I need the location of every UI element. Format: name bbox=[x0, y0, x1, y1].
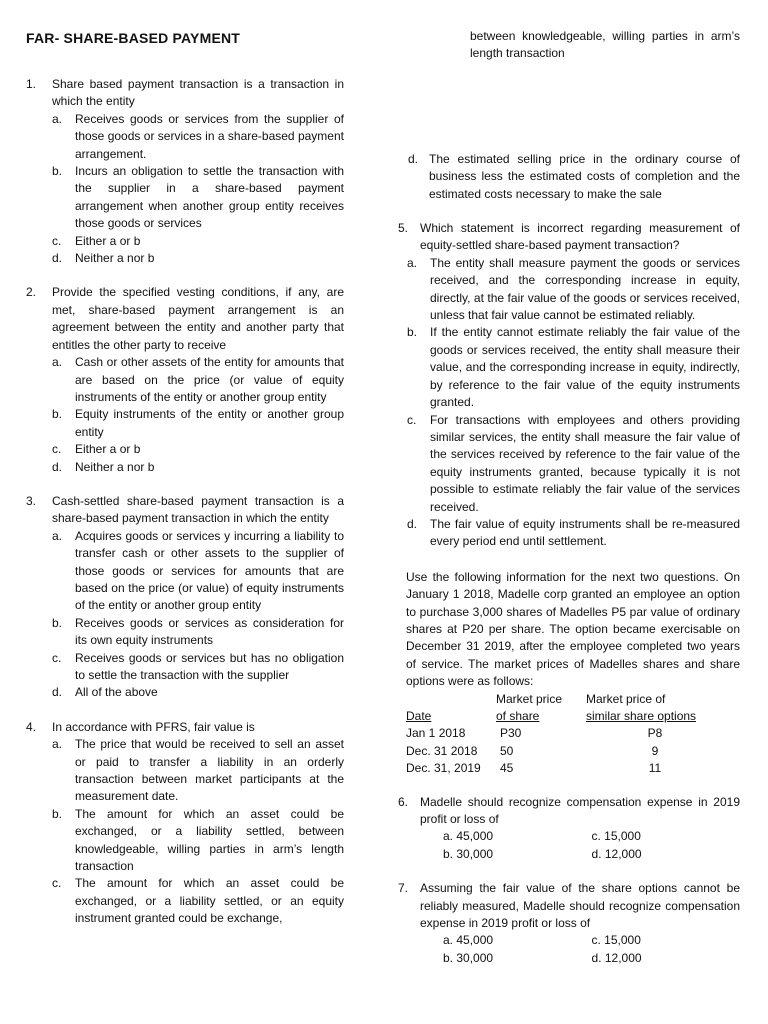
question-text: Share based payment transaction is a transaction in which the entity bbox=[52, 77, 344, 109]
table-header-row: Market price Market price of bbox=[496, 691, 666, 706]
question-text: Madelle should recognize compensation expense in 2019 profit or loss of bbox=[420, 794, 740, 827]
question-4 bbox=[26, 719, 344, 928]
question-number: 2. bbox=[26, 285, 37, 300]
question-text: Which statement is incorrect regarding measurement of equity-settled share-based payment transaction? bbox=[420, 221, 740, 253]
option-b: b. Equity instruments of the entity or another group entity bbox=[52, 407, 344, 439]
option-c: c. 15,000 bbox=[591, 829, 641, 844]
option-a: a. Receives goods or services from the supplier of those goods or services in a share-based payment arrangement. bbox=[52, 111, 344, 161]
question-number: 3. bbox=[26, 493, 37, 508]
option-b: b. 30,000 bbox=[443, 950, 494, 965]
option-d: d. 12,000 bbox=[591, 950, 642, 965]
information-paragraph: Use the following information for the next two questions. On January 1 2018, Madelle corp granted an employee an option to purchase 3,000 shares of Madelles P5 par value of ordinary shares at P20 per share. The option became exercisable on December 31 2019, after the employee completed two years of service. The market prices of Madelles shares and share options were as follows: bbox=[406, 569, 740, 689]
question-6 bbox=[398, 794, 740, 864]
question-number: 5. bbox=[398, 221, 409, 236]
question-4-option-d: d. The estimated selling price in the ordinary course of business less the estimated costs of completion and the estimated costs necessary to make the sale bbox=[408, 151, 740, 201]
option-c: c. Either a or b bbox=[52, 442, 141, 457]
question-7 bbox=[398, 880, 740, 967]
option-d: d. Neither a nor b bbox=[52, 459, 155, 474]
question-number: 6. bbox=[398, 794, 409, 809]
option-a: a. Acquires goods or services y incurring a liability to transfer cash or other assets to the supplier of those goods or services for amounts that are based on the price (or value) of equity instruments of the entity or another group entity bbox=[52, 528, 344, 613]
option-c: c. 15,000 bbox=[591, 933, 641, 948]
table-row: Dec. 31, 2019 45 11 bbox=[406, 761, 662, 776]
option-c: c. The amount for which an asset could be exchanged, or a liability settled, or an equity instrument granted could be exchange, bbox=[52, 876, 344, 926]
table-row: Dec. 31 2018 50 9 bbox=[406, 743, 659, 758]
option-a: a. The entity shall measure payment the goods or services received, and the corresponding increase in equity, directly, at the fair value of the goods or services received, unless that fair value cannot be estimated reliably. bbox=[407, 255, 740, 323]
document-title: FAR- SHARE-BASED PAYMENT bbox=[26, 30, 241, 46]
option-a: a. The price that would be received to sell an asset or paid to transfer a liability in an orderly transaction between market participants at the measurement date. bbox=[52, 737, 344, 804]
market-price-table bbox=[406, 691, 736, 778]
question-5 bbox=[398, 220, 740, 551]
option-c: c. For transactions with employees and others providing similar services, the entity shall measure the fair value of the services received by reference to the fair value of the equity instruments granted, because typically it is not possible to estimate reliably the fair value of the services received. bbox=[407, 412, 740, 514]
question-2 bbox=[26, 284, 344, 475]
question-3 bbox=[26, 493, 344, 702]
option-c: c. Receives goods or services but has no obligation to settle the transaction with the supplier bbox=[52, 650, 344, 682]
option-d: d. The fair value of equity instruments shall be re-measured every period end until settlement. bbox=[407, 516, 740, 549]
question-text: Cash-settled share-based payment transaction is a share-based payment transaction in which the entity bbox=[52, 493, 344, 526]
question-text: In accordance with PFRS, fair value is bbox=[52, 719, 255, 734]
option-c: c. Either a or b bbox=[52, 233, 141, 248]
question-4-continuation: between knowledgeable, willing parties in arm’s length transaction bbox=[470, 29, 740, 61]
question-number: 1. bbox=[26, 77, 37, 91]
option-b: b. If the entity cannot estimate reliably the fair value of the goods or services received, the entity shall measure their value, and the corresponding increase in equity, indirectly, by reference to the fair value of the equity instruments granted. bbox=[407, 325, 740, 410]
option-a: a. 45,000 bbox=[443, 829, 494, 844]
option-d: d. All of the above bbox=[52, 685, 158, 700]
question-text: Provide the specified vesting conditions, if any, are met, share-based payment arrangement is an agreement between the entity and another party that entitles the other party to receive bbox=[52, 285, 344, 352]
question-1 bbox=[26, 76, 344, 267]
question-text: Assuming the fair value of the share options cannot be reliably measured, Madelle should recognize compensation expense in 2019 profit or loss of bbox=[420, 881, 740, 931]
question-number: 4. bbox=[26, 719, 37, 734]
option-d: d. Neither a nor b bbox=[52, 251, 155, 266]
option-b: b. The amount for which an asset could be exchanged, or a liability settled, between knowledgeable, willing parties in arm’s length transaction bbox=[52, 806, 344, 874]
option-d: d. 12,000 bbox=[591, 846, 642, 861]
question-number: 7. bbox=[398, 881, 409, 896]
option-a: a. 45,000 bbox=[443, 933, 494, 948]
option-b: b. Incurs an obligation to settle the transaction with the supplier in a share-based payment arrangement when another group entity receives those goods or services bbox=[52, 164, 344, 231]
table-row: Jan 1 2018 P30 P8 bbox=[406, 726, 663, 741]
table-header-row: Date of share similar share options bbox=[406, 709, 697, 723]
option-b: b. Receives goods or services as consideration for its own equity instruments bbox=[52, 615, 344, 648]
left-column bbox=[26, 28, 344, 945]
option-a: a. Cash or other assets of the entity for amounts that are based on the price (or value of equity instruments of the entity or another group entity bbox=[52, 355, 344, 404]
right-column bbox=[398, 28, 740, 984]
option-b: b. 30,000 bbox=[443, 846, 494, 861]
